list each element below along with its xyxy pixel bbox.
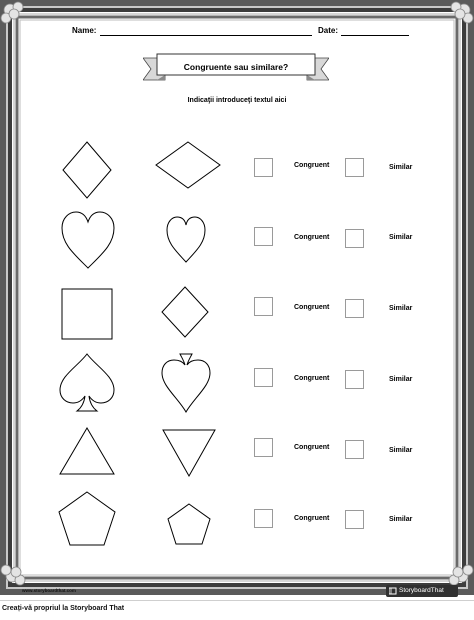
diamond-tall-shape bbox=[60, 140, 114, 200]
congruent-label: Congruent bbox=[294, 234, 330, 241]
square-shape bbox=[60, 287, 114, 341]
similar-checkbox[interactable] bbox=[345, 510, 364, 529]
question-row bbox=[0, 352, 474, 412]
website-url[interactable]: www.storyboardthat.com bbox=[22, 588, 76, 593]
date-field[interactable] bbox=[341, 35, 409, 36]
diamond-wide-shape bbox=[153, 140, 223, 190]
question-row bbox=[0, 210, 474, 270]
similar-checkbox[interactable] bbox=[345, 370, 364, 389]
question-row bbox=[0, 488, 474, 548]
footer-divider bbox=[0, 600, 474, 601]
logo-icon bbox=[389, 587, 397, 595]
congruent-label: Congruent bbox=[294, 375, 330, 382]
congruent-checkbox[interactable] bbox=[254, 368, 273, 387]
similar-label: Similar bbox=[389, 305, 413, 312]
question-row bbox=[0, 283, 474, 343]
similar-label: Similar bbox=[389, 516, 413, 523]
question-row bbox=[0, 140, 474, 200]
similar-label: Similar bbox=[389, 376, 413, 383]
triangle-down-shape bbox=[161, 428, 217, 478]
square-rotated-shape bbox=[160, 285, 210, 339]
similar-label: Similar bbox=[389, 164, 413, 171]
similar-checkbox[interactable] bbox=[345, 158, 364, 177]
similar-checkbox[interactable] bbox=[345, 229, 364, 248]
date-label: Date: bbox=[318, 26, 339, 35]
triangle-up-shape bbox=[58, 426, 116, 478]
worksheet-title: Congruente sau similare? bbox=[183, 62, 289, 72]
congruent-checkbox[interactable] bbox=[254, 297, 273, 316]
pentagon-large-shape bbox=[57, 490, 117, 548]
similar-checkbox[interactable] bbox=[345, 440, 364, 459]
congruent-checkbox[interactable] bbox=[254, 227, 273, 246]
pentagon-small-shape bbox=[166, 502, 212, 546]
spade-inverted-shape bbox=[160, 352, 212, 414]
storyboardthat-logo[interactable] bbox=[386, 585, 458, 597]
spade-shape bbox=[58, 352, 116, 414]
congruent-label: Congruent bbox=[294, 162, 330, 169]
logo-text: StoryboardThat bbox=[399, 587, 444, 594]
congruent-label: Congruent bbox=[294, 304, 330, 311]
name-field[interactable] bbox=[100, 35, 312, 36]
congruent-label: Congruent bbox=[294, 444, 330, 451]
similar-checkbox[interactable] bbox=[345, 299, 364, 318]
congruent-label: Congruent bbox=[294, 515, 330, 522]
congruent-checkbox[interactable] bbox=[254, 438, 273, 457]
question-row bbox=[0, 424, 474, 484]
similar-label: Similar bbox=[389, 234, 413, 241]
congruent-checkbox[interactable] bbox=[254, 158, 273, 177]
heart-small-shape bbox=[165, 215, 207, 265]
congruent-checkbox[interactable] bbox=[254, 509, 273, 528]
instructions-text: Indicaţii introduceţi textul aici bbox=[187, 97, 287, 104]
similar-label: Similar bbox=[389, 447, 413, 454]
name-label: Name: bbox=[72, 26, 97, 35]
footer-caption[interactable]: Creați-vă propriul la Storyboard That bbox=[2, 605, 125, 612]
heart-large-shape bbox=[60, 210, 116, 272]
